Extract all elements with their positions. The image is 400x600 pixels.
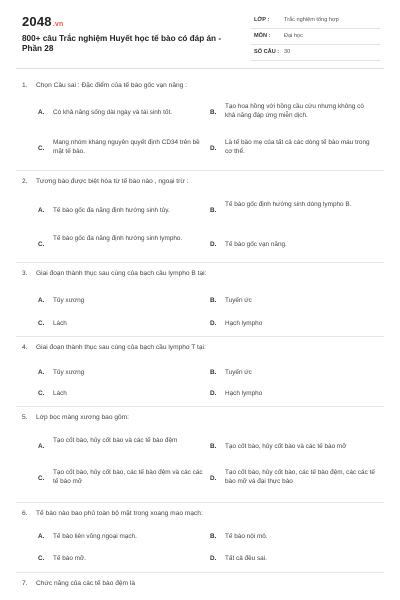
question-text: Tế bào nào bao phủ toàn bộ mặt trong xoang mao mạch:	[36, 510, 203, 517]
question-4	[22, 344, 382, 397]
meta-label-mon: MÔN :	[254, 33, 271, 39]
option-letter: B.	[210, 369, 217, 376]
option-text: Có khả năng sống dài ngày và tái sinh tốt.	[53, 109, 173, 116]
question-3	[22, 270, 382, 327]
option-letter: A.	[38, 297, 45, 304]
option-text: Tạo cốt bào, hủy cốt bào, các tế bào đệm và các các tế bào mỡ	[53, 469, 203, 485]
question-title	[22, 344, 382, 356]
option-text: Tủy xương	[53, 297, 85, 304]
question-text: Chọn Câu sai : Đặc điểm của tế bào gốc vạn năng :	[36, 82, 188, 89]
option-letter: C.	[38, 555, 45, 562]
question-number: 1.	[22, 82, 28, 89]
question-text: Giai đoạn thành thục sau cùng của bạch cầu lympho T tại:	[36, 344, 206, 351]
question-2	[22, 178, 382, 248]
question-title	[22, 580, 382, 592]
option-letter: D.	[210, 241, 217, 248]
question-number: 2.	[22, 178, 28, 185]
question-number: 4.	[22, 344, 28, 351]
option-text: Tế bào nội mô.	[225, 533, 268, 540]
option-letter: A.	[38, 369, 45, 376]
option-letter: A.	[38, 443, 45, 450]
option-letter: D.	[210, 555, 217, 562]
option-letter: C.	[38, 320, 45, 327]
option-letter: B.	[210, 533, 217, 540]
option-text: Tất cả đều sai.	[225, 555, 267, 562]
question-text: Tương bào được biệt hóa từ tế bào nào , ngoại trừ :	[36, 178, 189, 185]
meta-row-lop	[250, 13, 380, 29]
question-separator	[16, 262, 384, 263]
option-text: Tạo hoa hồng với hồng cầu cừu nhưng không có khả năng đáp ứng miễn dịch.	[225, 103, 364, 119]
question-title	[22, 178, 382, 190]
option-letter: D.	[210, 320, 217, 327]
option-text: Tế bào mỡ.	[53, 555, 86, 562]
question-number: 7.	[22, 580, 28, 587]
meta-label-socau: SỐ CÂU :	[254, 49, 280, 55]
option-text: Tuyến ức	[225, 369, 252, 376]
option-text: Là tế bào mẹ của tất cả các dòng tế bào máu trong cơ thể.	[225, 139, 370, 155]
question-text: Chức năng của các tế bào đệm là	[36, 580, 135, 587]
site-logo[interactable]	[22, 14, 63, 29]
question-5	[22, 414, 382, 485]
meta-value-lop: Trắc nghiệm tổng hợp	[284, 17, 339, 23]
question-number: 3.	[22, 270, 28, 277]
option-letter: C.	[38, 241, 45, 248]
option-text: Tủy xương	[53, 369, 85, 376]
question-separator	[16, 502, 384, 503]
option-letter: B.	[210, 207, 217, 214]
question-title	[22, 510, 382, 522]
meta-label-lop: LỚP :	[254, 17, 270, 23]
option-text: Tạo cốt bào, hủy cốt bào, các tế bào đệm, các các tế bào mỡ và đại thực bào	[225, 469, 375, 485]
question-title	[22, 82, 382, 94]
option-text: Tế bào gốc định hướng sinh dòng lympho B.	[225, 201, 352, 208]
question-separator	[16, 170, 384, 171]
option-letter: D.	[210, 390, 217, 397]
question-title	[22, 414, 382, 426]
logo-suffix: .vn	[52, 21, 64, 28]
option-text: Lách	[53, 320, 67, 327]
option-text: Tạo cốt bào, hủy cốt bào và các tế bào đệm	[53, 437, 178, 444]
question-number: 5.	[22, 414, 28, 421]
logo-text: 2048	[22, 14, 52, 29]
meta-value-mon: Đại học	[284, 33, 303, 39]
question-number: 6.	[22, 510, 28, 517]
document-header	[0, 0, 400, 60]
option-text: Tế bào gốc đa năng định hướng sinh lympho.	[53, 235, 183, 242]
question-separator	[16, 406, 384, 407]
option-text: Tạo cốt bào, hủy cốt bào và các tế bào mỡ	[225, 443, 347, 450]
option-text: Lách	[53, 390, 67, 397]
option-letter: D.	[210, 145, 217, 152]
option-text: Tuyến ức	[225, 297, 252, 304]
option-text: Tế bào liên võng ngoại mạch.	[53, 533, 137, 540]
question-1	[22, 82, 382, 155]
option-text: Hạch lympho	[225, 390, 263, 397]
option-letter: A.	[38, 207, 45, 214]
option-text: Tế bào gốc vạn năng.	[225, 241, 287, 248]
question-text: Lớp bọc màng xương bao gồm:	[36, 414, 129, 421]
option-letter: C.	[38, 390, 45, 397]
option-letter: D.	[210, 475, 217, 482]
header-divider	[16, 68, 384, 69]
option-letter: A.	[38, 109, 45, 116]
option-text: Hạch lympho	[225, 320, 263, 327]
question-title	[22, 270, 382, 282]
question-6	[22, 510, 382, 562]
document-title: 800+ câu Trắc nghiệm Huyết học tế bào có đáp án - Phần 28	[22, 34, 222, 53]
option-letter: B.	[210, 443, 217, 450]
meta-box	[250, 13, 380, 61]
question-7	[22, 580, 382, 592]
meta-row-mon	[250, 29, 380, 45]
question-separator	[16, 572, 384, 573]
meta-row-socau	[250, 45, 380, 61]
option-letter: B.	[210, 297, 217, 304]
option-text: Tế bào gốc đa năng định hướng sinh tủy.	[53, 207, 170, 214]
question-text: Giai đoạn thành thục sau cùng của bạch cầu lympho B tại:	[36, 270, 207, 277]
question-separator	[16, 336, 384, 337]
option-text: Mang nhóm kháng nguyên quyết định CD34 trên bề mặt tế bào.	[53, 139, 200, 155]
option-letter: B.	[210, 109, 217, 116]
option-letter: C.	[38, 145, 45, 152]
option-letter: C.	[38, 475, 45, 482]
meta-value-socau: 30	[284, 49, 291, 55]
option-letter: A.	[38, 533, 45, 540]
